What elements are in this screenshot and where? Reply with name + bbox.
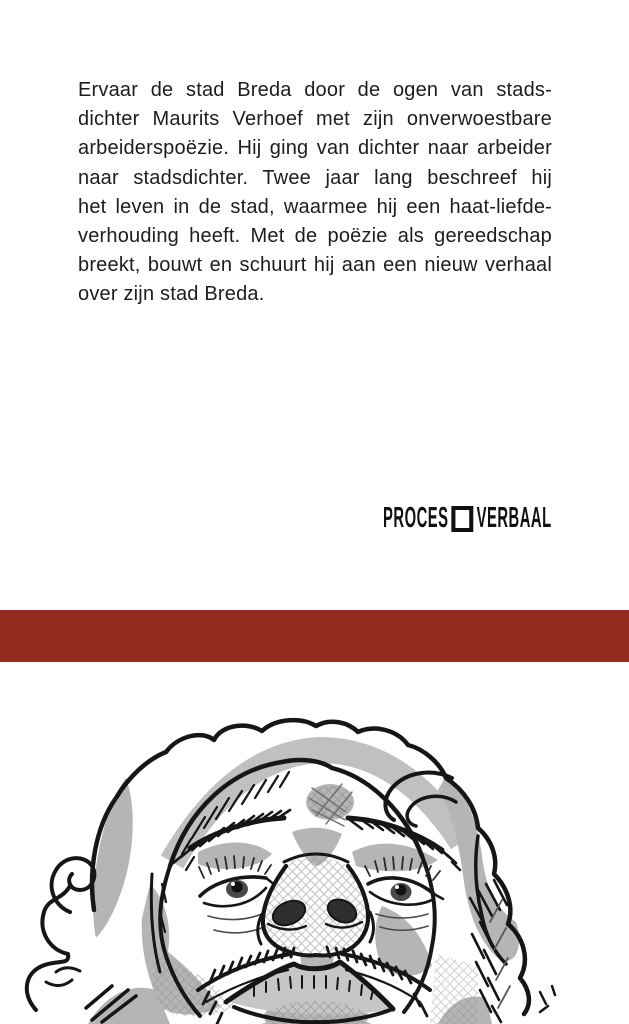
face-illustration-svg [0,714,629,1024]
blurb-text [78,76,552,310]
blurb-line: het leven in de stad, waarmee hij een haat-liefde- [78,195,552,218]
blurb-line: breekt, bouwt en schuurt hij aan een nieuw verhaal [78,254,552,277]
red-accent-band [0,610,629,662]
blurb-line: arbeiderspoëzie. Hij ging van dichter naar arbeider [78,137,552,160]
blurb-line: verhouding heeft. Met de poëzie als gereedschap [78,225,552,248]
blurb-line: Ervaar de stad Breda door de ogen van stads- [78,79,552,101]
blurb-line: dichter Maurits Verhoef met zijn onverwoestbare [78,108,552,131]
blurb-line: over zijn stad Breda. [78,283,265,306]
face-illustration [0,714,629,1024]
publisher-logo-square-icon [452,506,474,532]
blurb-line: naar stadsdichter. Twee jaar lang beschreef hij [78,166,552,189]
publisher-logo-word-left: PROCES [383,502,449,534]
publisher-logo-word-right: VERBAAL [476,502,552,534]
publisher-logo [383,502,552,535]
